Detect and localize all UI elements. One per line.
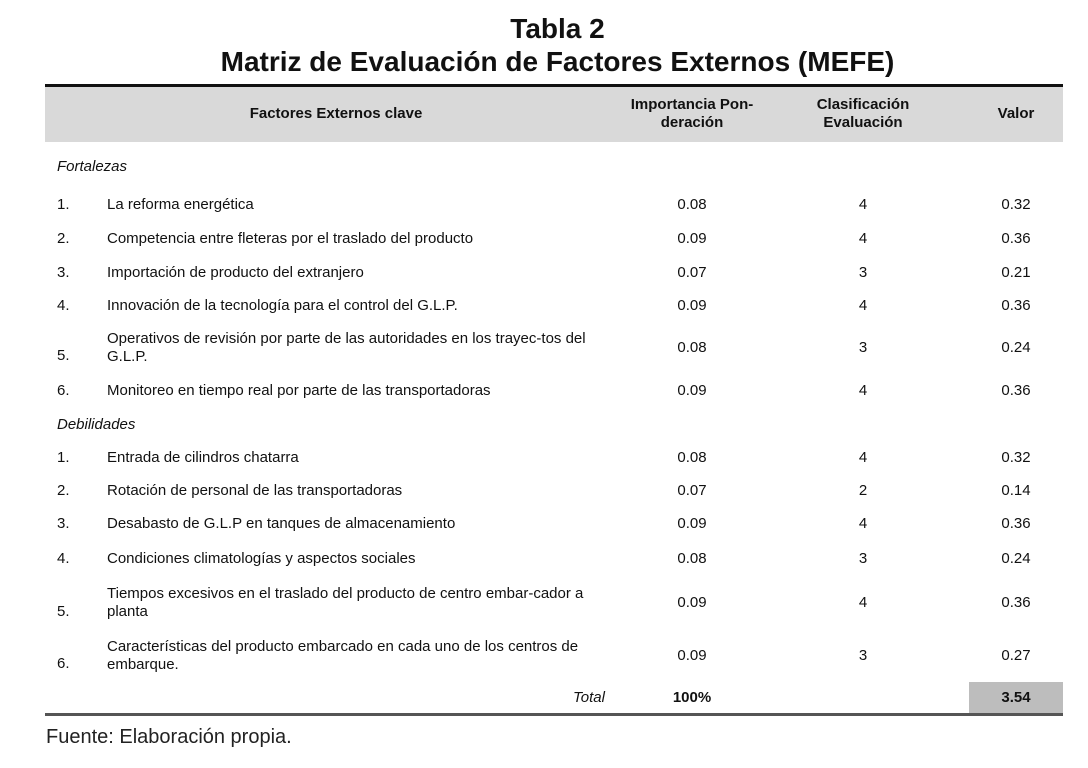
clasificacion: 4 (858, 594, 868, 611)
total-label: Total (573, 688, 605, 706)
importancia: 0.09 (677, 515, 707, 532)
valor: 0.27 (1001, 647, 1031, 664)
table-row (45, 222, 1063, 256)
factor: Operativos de revisión por parte de las autoridades en los trayec-tos del G.L.P. (107, 329, 586, 365)
clasificacion: 3 (858, 647, 868, 664)
factor: Monitoreo en tiempo real por parte de las transportadoras (107, 382, 491, 399)
table-row (45, 576, 1063, 630)
factor: La reforma energética (107, 196, 254, 213)
importancia: 0.09 (677, 296, 707, 314)
importancia: 0.07 (677, 481, 707, 499)
section-label: Fortalezas (57, 158, 128, 175)
table-row (45, 507, 1063, 541)
valor: 0.36 (1001, 382, 1031, 399)
row-number: 5. (57, 602, 70, 620)
row-number: 6. (57, 654, 70, 672)
clasificacion: 3 (858, 339, 868, 356)
section-label: Debilidades (57, 415, 136, 433)
table-row (45, 289, 1063, 322)
factor: Competencia entre fleteras por el traslado del producto (107, 230, 474, 247)
clasificacion: 4 (858, 515, 868, 532)
factor: Características del producto embarcado en cada uno de los centros de embarque. (107, 637, 579, 673)
clasificacion: 4 (858, 230, 868, 247)
row-number: 3. (57, 263, 70, 281)
importancia: 0.09 (677, 382, 707, 399)
clasificacion: 4 (858, 196, 868, 213)
valor: 0.36 (1001, 515, 1031, 532)
header-importancia: Importancia Pon- deración (627, 86, 757, 142)
clasificacion: 4 (858, 448, 868, 466)
importancia: 0.08 (677, 339, 707, 356)
factor: Condiciones climatologías y aspectos sociales (107, 549, 416, 567)
row-number: 4. (57, 296, 70, 314)
factor: Desabasto de G.L.P en tanques de almacenamiento (107, 515, 456, 532)
clasificacion: 3 (858, 549, 868, 567)
factor: Importación de producto del extranjero (107, 263, 364, 281)
clasificacion: 2 (858, 481, 868, 499)
row-number: 4. (57, 549, 70, 567)
section-debilidades (45, 408, 1063, 441)
header-valor: Valor (969, 86, 1063, 142)
valor: 0.32 (1001, 196, 1031, 213)
header-row (45, 86, 1063, 142)
factor: Tiempos excesivos en el traslado del producto de centro embar-cador a planta (107, 584, 584, 620)
row-number: 3. (57, 515, 70, 532)
table-row (45, 630, 1063, 682)
header-clasificacion: Clasificación Evaluación (757, 86, 969, 142)
valor: 0.24 (1001, 339, 1031, 356)
valor: 0.21 (1001, 263, 1031, 281)
table-number: Tabla 2 (510, 13, 605, 44)
total-valor: 3.54 (969, 682, 1063, 715)
table-row (45, 374, 1063, 408)
total-importancia: 100% (672, 688, 712, 706)
row-number: 1. (57, 448, 70, 466)
valor: 0.14 (1001, 481, 1031, 499)
valor: 0.36 (1001, 594, 1031, 611)
importancia: 0.08 (677, 549, 707, 567)
table-row (45, 541, 1063, 576)
header-factor: Factores Externos clave (45, 86, 627, 142)
valor: 0.24 (1001, 549, 1031, 567)
table-row (45, 256, 1063, 289)
valor: 0.36 (1001, 296, 1031, 314)
row-number: 5. (57, 346, 70, 364)
table-row (45, 474, 1063, 507)
clasificacion: 4 (858, 296, 868, 314)
valor: 0.32 (1001, 448, 1031, 466)
importancia: 0.08 (677, 448, 707, 466)
table-title: Matriz de Evaluación de Factores Externos (MEFE) (220, 46, 895, 77)
table-row (45, 322, 1063, 374)
importancia: 0.07 (677, 263, 707, 281)
total-row (45, 682, 1063, 715)
factor: Innovación de la tecnología para el control del G.L.P. (107, 296, 458, 314)
mefe-table (45, 84, 1063, 716)
row-number: 6. (57, 382, 70, 399)
clasificacion: 3 (858, 263, 868, 281)
valor: 0.36 (1001, 230, 1031, 247)
row-number: 2. (57, 230, 70, 247)
row-number: 1. (57, 196, 70, 213)
importancia: 0.09 (677, 594, 707, 611)
section-fortalezas (45, 142, 1063, 188)
importancia: 0.09 (677, 647, 707, 664)
table-row (45, 188, 1063, 222)
row-number: 2. (57, 481, 70, 499)
table-row (45, 441, 1063, 474)
importancia: 0.09 (677, 230, 707, 247)
factor: Entrada de cilindros chatarra (107, 448, 299, 466)
importancia: 0.08 (677, 196, 707, 213)
clasificacion: 4 (858, 382, 868, 399)
source-note: Fuente: Elaboración propia. (46, 726, 292, 748)
empty-cell (757, 682, 969, 715)
factor: Rotación de personal de las transportadoras (107, 481, 403, 499)
